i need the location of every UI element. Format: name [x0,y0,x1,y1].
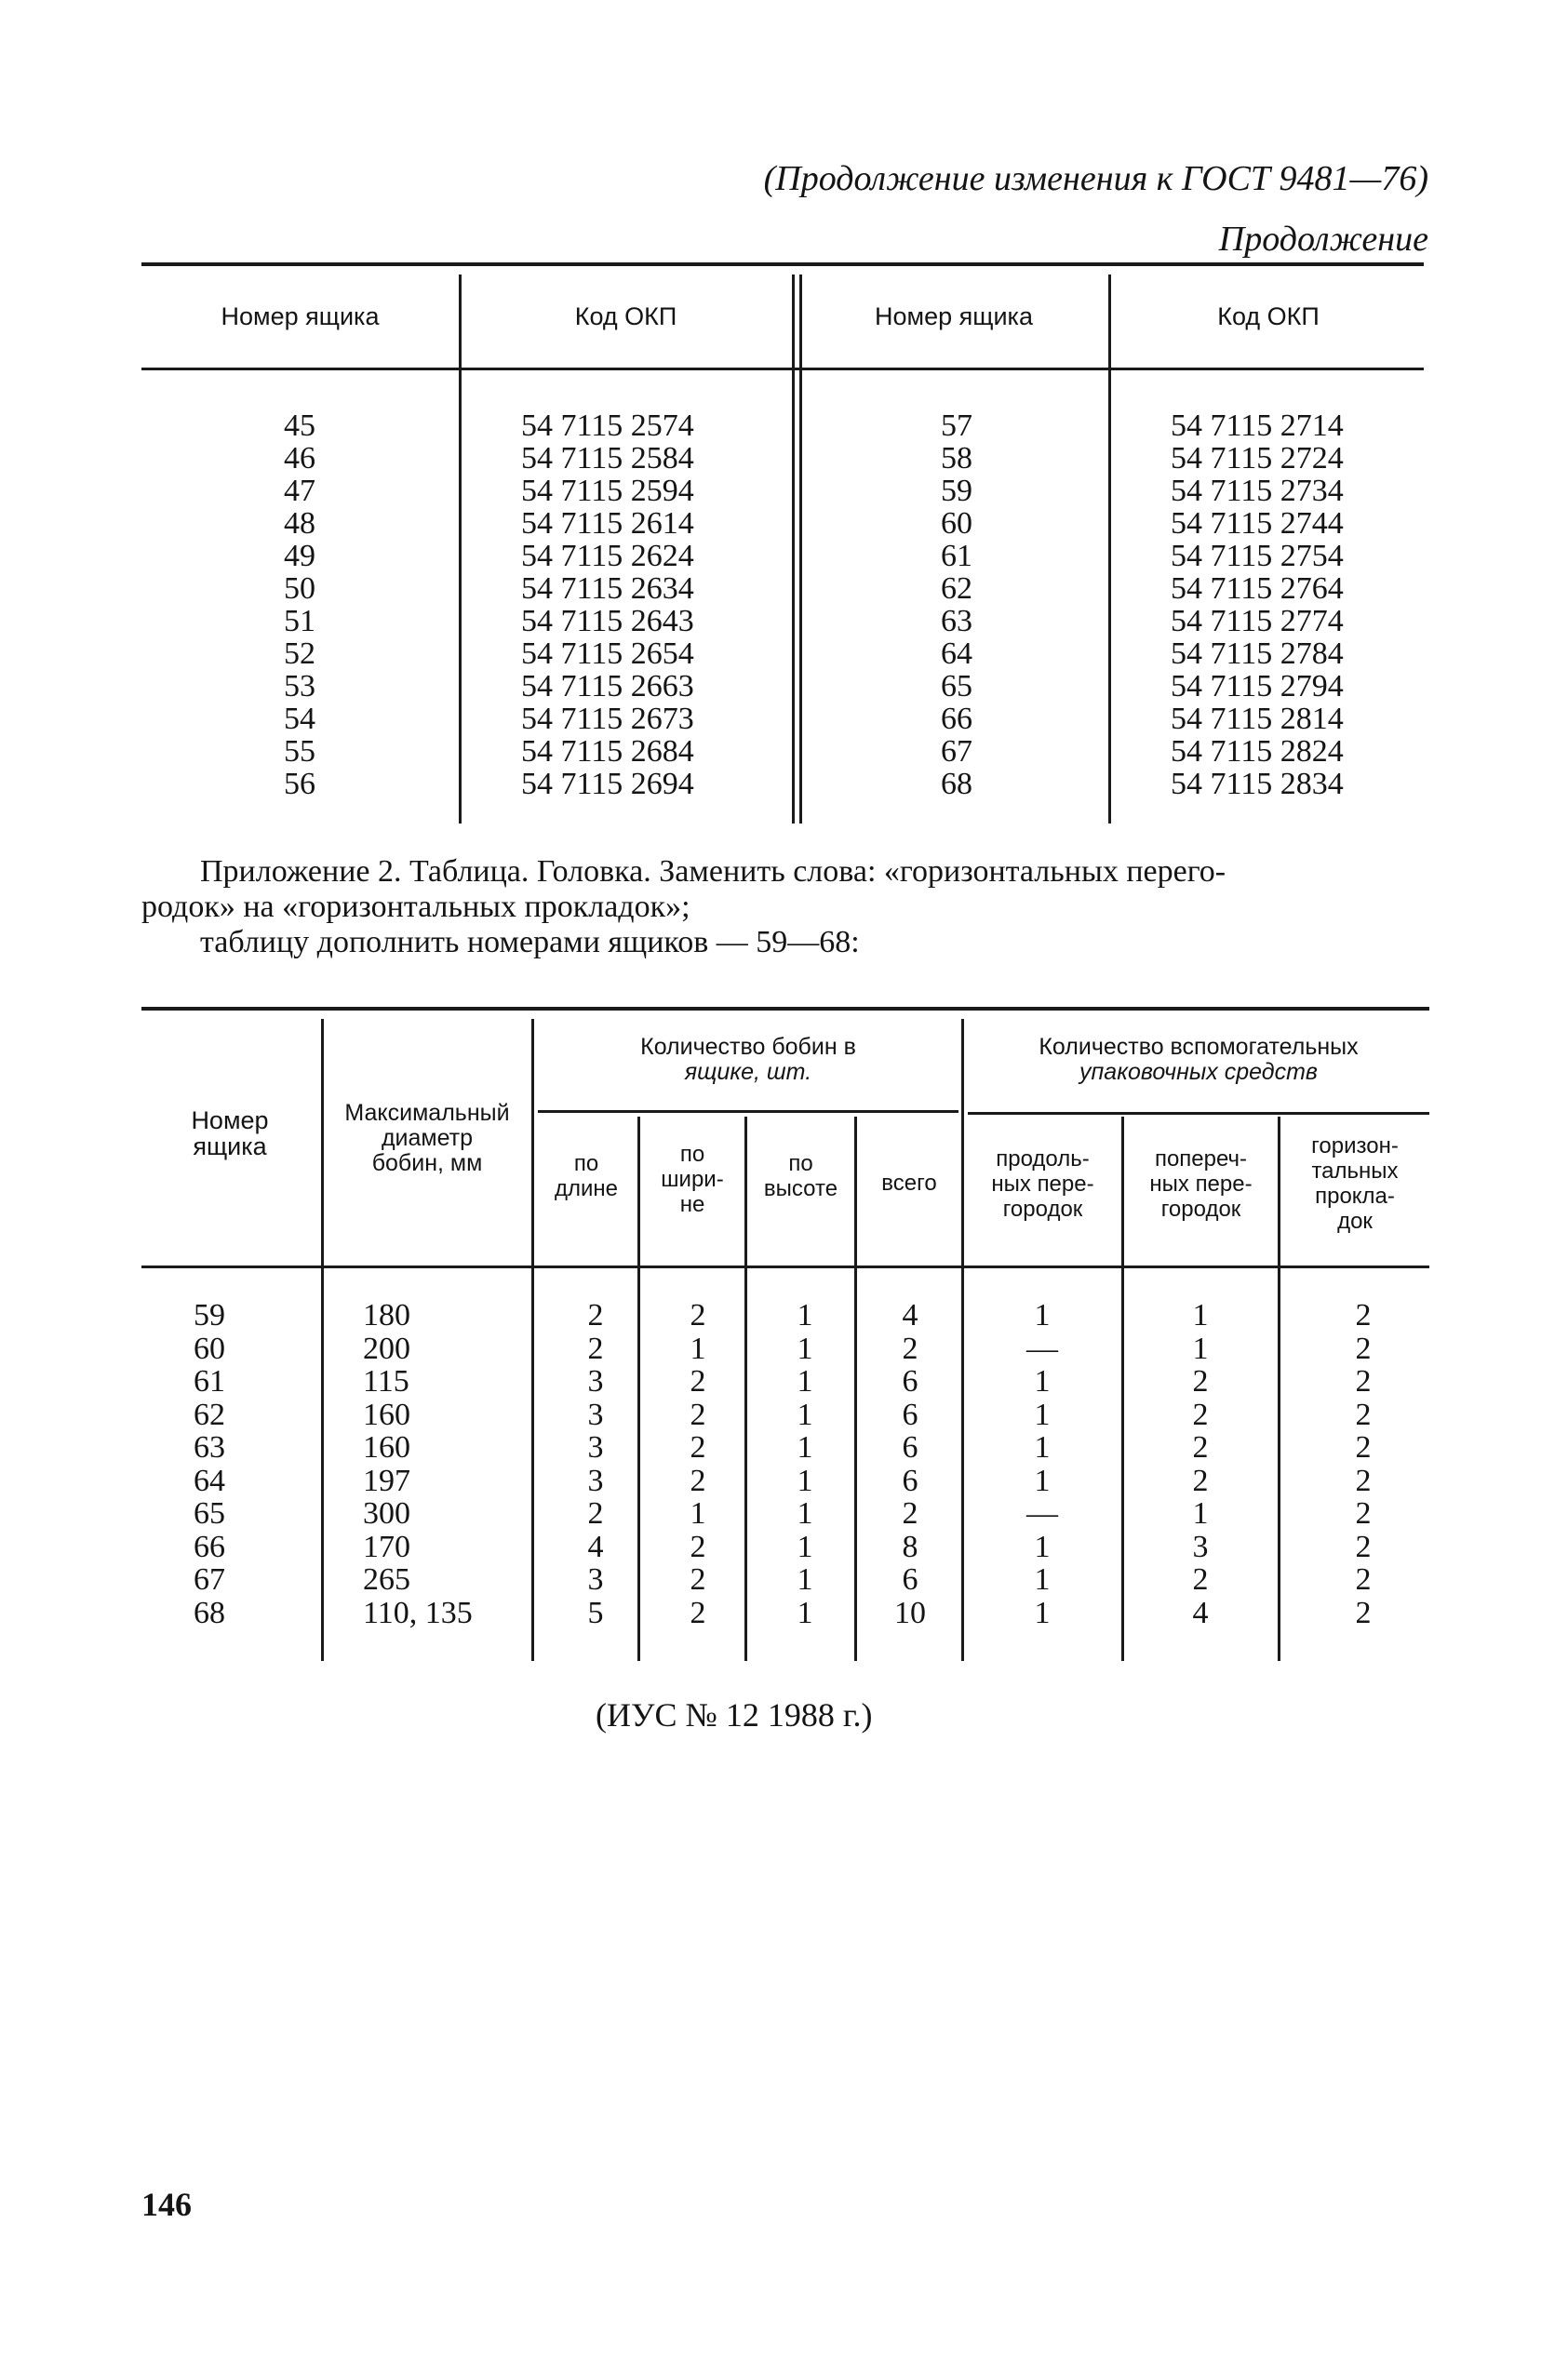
table-cell: 1 [1034,1397,1051,1432]
table-cell: 1 [797,1562,813,1597]
table1-header-okp-code: Код ОКП [574,302,677,330]
table-cell: 2 [1355,1595,1372,1630]
table-cell: 64 [194,1463,225,1498]
table-cell: 1 [1192,1298,1209,1333]
table-cell: 2 [1355,1364,1372,1399]
table2-divider [854,1117,857,1661]
table-cell: 54 7115 2784 [1171,636,1344,671]
table-cell: 54 7115 2654 [521,636,694,671]
table-cell: 1 [797,1496,813,1531]
table-cell: 59 [941,474,972,508]
table-cell: 65 [194,1496,225,1531]
table1-left-codes [521,409,694,800]
table-cell: 57 [941,408,972,443]
table-cell: 2 [587,1496,604,1531]
table2-divider [961,1019,964,1661]
table-cell: 54 7115 2663 [521,669,694,703]
table-cell: 2 [690,1364,706,1399]
table-cell: 62 [194,1397,225,1432]
table1-header-box-number: Номер ящика [875,302,1033,330]
table-cell: 65 [941,669,972,703]
table-cell: 160 [363,1430,410,1465]
table-cell: 2 [1192,1397,1209,1432]
table-cell: 6 [902,1463,918,1498]
table-cell: 54 7115 2764 [1171,571,1344,606]
table-cell: 1 [1192,1496,1209,1531]
table-cell: 2 [1192,1430,1209,1465]
table-cell: 46 [284,441,315,475]
table-cell: 2 [902,1331,918,1366]
table-cell: 2 [690,1562,706,1597]
source-reference: (ИУС № 12 1988 г.) [596,1696,873,1734]
table-cell: 2 [1355,1529,1372,1564]
table2-header-horizontal: горизон- тальных прокла- док [1311,1133,1399,1234]
table-cell: 1 [1034,1562,1051,1597]
table-cell: 2 [1355,1562,1372,1597]
table-cell: 1 [1034,1364,1051,1399]
table-cell: 6 [902,1397,918,1432]
table1-double-divider-b [799,275,802,824]
table2-col-horizontal [1321,1299,1405,1629]
table-cell: 160 [363,1397,410,1432]
table-cell: 56 [284,767,315,801]
table-cell: 47 [284,474,315,508]
table-cell: 3 [587,1562,604,1597]
table-cell: 54 7115 2684 [521,734,694,769]
table-cell: 54 7115 2643 [521,604,694,638]
table-cell: 59 [194,1298,225,1333]
table-cell: 54 7115 2814 [1171,702,1344,736]
table-cell: 58 [941,441,972,475]
table-cell: 3 [587,1397,604,1432]
table-cell: 2 [690,1463,706,1498]
table-cell: 2 [690,1430,706,1465]
table-cell: 54 7115 2714 [1171,408,1344,443]
table-cell: 64 [941,636,972,671]
table-cell: 1 [1034,1430,1051,1465]
table1-right-codes [1171,409,1344,800]
table-cell: 2 [690,1298,706,1333]
table-cell: 10 [894,1595,926,1630]
continued-label: Продолжение [1218,220,1428,259]
table2-col-box-number [158,1299,261,1629]
table-cell: 2 [1192,1562,1209,1597]
table-cell: 62 [941,571,972,606]
page-number: 146 [141,2186,192,2223]
table-cell: 4 [587,1529,604,1564]
table-cell: 1 [1034,1529,1051,1564]
table-cell: 68 [941,767,972,801]
table-cell: 63 [941,604,972,638]
table-cell: 45 [284,408,315,443]
table-cell: 2 [690,1529,706,1564]
table-cell: 1 [797,1364,813,1399]
table2-col-by-height [768,1299,842,1629]
table2-header-bobbin-count: Количество бобин в ящике, шт. [640,1034,856,1085]
table1-header-okp-code: Код ОКП [1217,302,1320,330]
table-cell: 6 [902,1364,918,1399]
table2-header-longitudinal: продоль- ных пере- городок [991,1146,1094,1222]
table-cell: 6 [902,1430,918,1465]
table-cell: 197 [363,1463,410,1498]
table-cell: 2 [587,1331,604,1366]
table2-col-total [873,1299,947,1629]
table-cell: 115 [363,1364,409,1399]
table-cell: 2 [1355,1397,1372,1432]
table1-divider [459,275,462,824]
table1-double-divider-a [792,275,795,824]
table2-group-rule-right [968,1112,1429,1115]
amendment-text-line2: родок» на «горизонтальных прокладок»; [141,890,690,924]
table1-divider [1108,275,1111,824]
table-cell: 66 [941,702,972,736]
table-cell: 52 [284,636,315,671]
table1-top-rule [141,262,1424,266]
table2-header-by-width: по шири- не [661,1142,724,1217]
table-cell: 2 [1355,1463,1372,1498]
table-cell: 54 7115 2614 [521,506,694,541]
table-cell: 4 [902,1298,918,1333]
table-cell: 1 [1034,1298,1051,1333]
table-cell: 5 [587,1595,604,1630]
table-cell: 67 [194,1562,225,1597]
amendment-text-line1: Приложение 2. Таблица. Головка. Заменить слова: «горизонтальных перего- [200,854,1226,889]
table-cell: 54 7115 2634 [521,571,694,606]
table-cell: 54 7115 2754 [1171,539,1344,573]
table2-header-by-length: по длине [554,1151,618,1201]
table-cell: 54 7115 2694 [521,767,694,801]
table-cell: — [1026,1331,1058,1366]
table-cell: 200 [363,1331,410,1366]
table-cell: 265 [363,1562,410,1597]
table2-group-rule-left [538,1110,958,1113]
table1-header-box-number: Номер ящика [221,302,380,330]
table-cell: 2 [1192,1364,1209,1399]
table2-header-transverse: попереч- ных пере- городок [1149,1146,1253,1222]
table-cell: 3 [587,1364,604,1399]
table-cell: 1 [797,1397,813,1432]
table-cell: 54 7115 2774 [1171,604,1344,638]
table-cell: 1 [797,1430,813,1465]
table-cell: 2 [1355,1430,1372,1465]
table2-header-max-diameter: Максимальный диаметр бобин, мм [344,1100,510,1176]
table-cell: — [1026,1496,1058,1531]
table2-header-box-number: Номер ящика [191,1106,269,1160]
table-cell: 1 [690,1496,706,1531]
table-cell: 48 [284,506,315,541]
amendment-text-line3: таблицу дополнить номерами ящиков — 59—68: [200,925,860,959]
table-cell: 54 7115 2744 [1171,506,1344,541]
table-cell: 55 [284,734,315,769]
table2-col-by-length [558,1299,633,1629]
table-cell: 110, 135 [363,1595,473,1630]
table-cell: 54 7115 2794 [1171,669,1344,703]
table-cell: 2 [902,1496,918,1531]
table-cell: 2 [587,1298,604,1333]
table2-top-rule [141,1007,1429,1011]
table-cell: 4 [1192,1595,1209,1630]
table-cell: 2 [1355,1298,1372,1333]
table-cell: 66 [194,1529,225,1564]
table-cell: 54 [284,702,315,736]
table-cell: 60 [941,506,972,541]
table-cell: 1 [797,1331,813,1366]
table-cell: 50 [284,571,315,606]
table-cell: 2 [1192,1463,1209,1498]
table2-header-total: всего [881,1171,937,1196]
table-cell: 54 7115 2584 [521,441,694,475]
table2-col-transverse [1159,1299,1242,1629]
table-cell: 61 [194,1364,225,1399]
table-cell: 180 [363,1298,410,1333]
table2-col-max-diameter [363,1299,521,1629]
table-cell: 54 7115 2574 [521,408,694,443]
table-cell: 6 [902,1562,918,1597]
table-cell: 53 [284,669,315,703]
table2-header-rule [141,1266,1429,1268]
table-cell: 49 [284,539,315,573]
table-cell: 3 [587,1463,604,1498]
table-cell: 54 7115 2624 [521,539,694,573]
table2-header-aux-packing: Количество вспомогательных упаковочных средств [1039,1034,1359,1085]
table-cell: 2 [1355,1331,1372,1366]
table-cell: 1 [797,1298,813,1333]
table-cell: 63 [194,1430,225,1465]
table-cell: 2 [690,1397,706,1432]
table-cell: 1 [690,1331,706,1366]
table-cell: 54 7115 2824 [1171,734,1344,769]
table-cell: 61 [941,539,972,573]
table2-header-by-height: по высоте [763,1151,838,1201]
table-cell: 1 [797,1529,813,1564]
table-cell: 54 7115 2724 [1171,441,1344,475]
continuation-note: (Продолжение изменения к ГОСТ 9481—76) [763,159,1428,198]
table-cell: 54 7115 2834 [1171,767,1344,801]
table2-col-longitudinal [1000,1299,1084,1629]
table-cell: 3 [1192,1529,1209,1564]
table-cell: 1 [1034,1595,1051,1630]
table-cell: 8 [902,1529,918,1564]
table1-header-rule [141,368,1424,370]
table-cell: 1 [797,1463,813,1498]
table-cell: 2 [1355,1496,1372,1531]
table-cell: 1 [797,1595,813,1630]
table1-right-numbers [891,409,1022,800]
table-cell: 2 [690,1595,706,1630]
table-cell: 54 7115 2673 [521,702,694,736]
table-cell: 68 [194,1595,225,1630]
table-cell: 170 [363,1529,410,1564]
table-cell: 3 [587,1430,604,1465]
table2-col-by-width [661,1299,735,1629]
table-cell: 1 [1034,1463,1051,1498]
table-cell: 54 7115 2734 [1171,474,1344,508]
table-cell: 54 7115 2594 [521,474,694,508]
table-cell: 51 [284,604,315,638]
table-cell: 67 [941,734,972,769]
table-cell: 300 [363,1496,410,1531]
table-cell: 1 [1192,1331,1209,1366]
table-cell: 60 [194,1331,225,1366]
table2-divider [531,1019,534,1661]
table1-left-numbers [235,409,365,800]
